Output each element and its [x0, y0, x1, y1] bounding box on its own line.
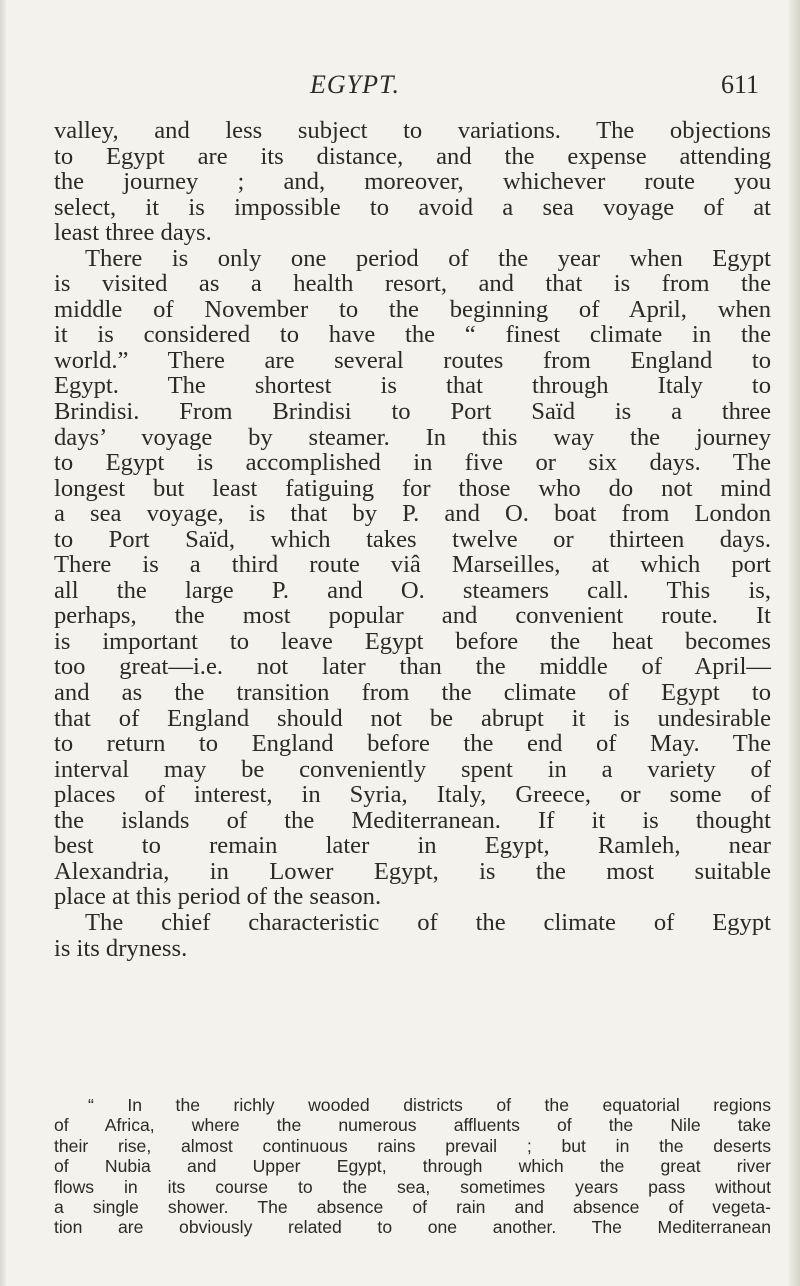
- body-line: days’ voyage by steamer. In this way the journey: [54, 423, 771, 451]
- body-line: the islands of the Mediterranean. If it is thought: [54, 806, 771, 834]
- body-line: longest but least fatiguing for those who do not mind: [54, 474, 771, 502]
- body-line: The chief characteristic of the climate of Egypt: [85, 908, 771, 936]
- body-line: perhaps, the most popular and convenient route. It: [54, 602, 771, 630]
- footnote-line: their rise, almost continuous rains prevail ; but in the deserts: [54, 1135, 771, 1156]
- body-line: place at this period of the season.: [54, 883, 382, 911]
- footnote-line: tion are obviously related to one another. The Mediterranean: [54, 1217, 771, 1238]
- page-right-edge: [788, 0, 800, 1286]
- body-line: that of England should not be abrupt it is undesirable: [54, 704, 771, 732]
- body-line: is visited as a health resort, and that is from the: [54, 270, 771, 298]
- body-line: to Egypt are its distance, and the expense attending: [54, 142, 771, 170]
- body-line: select, it is impossible to avoid a sea voyage of at: [54, 193, 771, 221]
- page-left-edge: [0, 0, 6, 1286]
- body-line: There is only one period of the year when Egypt: [85, 244, 771, 272]
- footnote-line: of Africa, where the numerous affluents of the Nile take: [54, 1115, 771, 1136]
- body-line: the journey ; and, moreover, whichever route you: [54, 168, 771, 196]
- body-line: valley, and less subject to variations. The objections: [54, 117, 771, 144]
- body-line: to return to England before the end of May. The: [54, 730, 771, 758]
- body-line: is its dryness.: [54, 934, 188, 962]
- body-line: There is a third route viâ Marseilles, at which port: [54, 551, 771, 579]
- body-line: least three days.: [54, 219, 212, 247]
- body-line: Alexandria, in Lower Egypt, is the most suitable: [54, 857, 771, 885]
- body-line: and as the transition from the climate of Egypt to: [54, 679, 771, 707]
- body-line: to Port Saïd, which takes twelve or thirteen days.: [54, 525, 771, 553]
- body-line: all the large P. and O. steamers call. This is,: [54, 576, 771, 604]
- footnote-line: of Nubia and Upper Egypt, through which the great river: [54, 1156, 771, 1177]
- body-line: a sea voyage, is that by P. and O. boat from London: [54, 500, 771, 528]
- footnote-line: flows in its course to the sea, sometimes years pass without: [54, 1176, 771, 1197]
- footnote: [54, 1095, 771, 1238]
- body-line: best to remain later in Egypt, Ramleh, near: [54, 832, 771, 860]
- body-line: to Egypt is accomplished in five or six days. The: [54, 449, 771, 477]
- running-head: [0, 70, 800, 102]
- body-line: places of interest, in Syria, Italy, Greece, or some of: [54, 781, 771, 809]
- page-number: 611: [721, 70, 760, 99]
- body-line: it is considered to have the “ finest climate in the: [54, 321, 771, 349]
- footnote-line: “ In the richly wooded districts of the equatorial regions: [88, 1095, 771, 1115]
- footnote-line: a single shower. The absence of rain and absence of vegeta-: [54, 1197, 771, 1218]
- body-line: Brindisi. From Brindisi to Port Saïd is a three: [54, 398, 771, 426]
- body-line: interval may be conveniently spent in a variety of: [54, 755, 771, 783]
- running-head-title: EGYPT.: [310, 70, 401, 99]
- body-line: middle of November to the beginning of April, when: [54, 295, 771, 323]
- body-line: is important to leave Egypt before the heat becomes: [54, 627, 771, 655]
- body-line: world.” There are several routes from England to: [54, 346, 771, 374]
- body-line: too great—i.e. not later than the middle of April—: [54, 653, 771, 681]
- body-line: Egypt. The shortest is that through Italy to: [54, 372, 771, 400]
- body-text: [54, 118, 771, 961]
